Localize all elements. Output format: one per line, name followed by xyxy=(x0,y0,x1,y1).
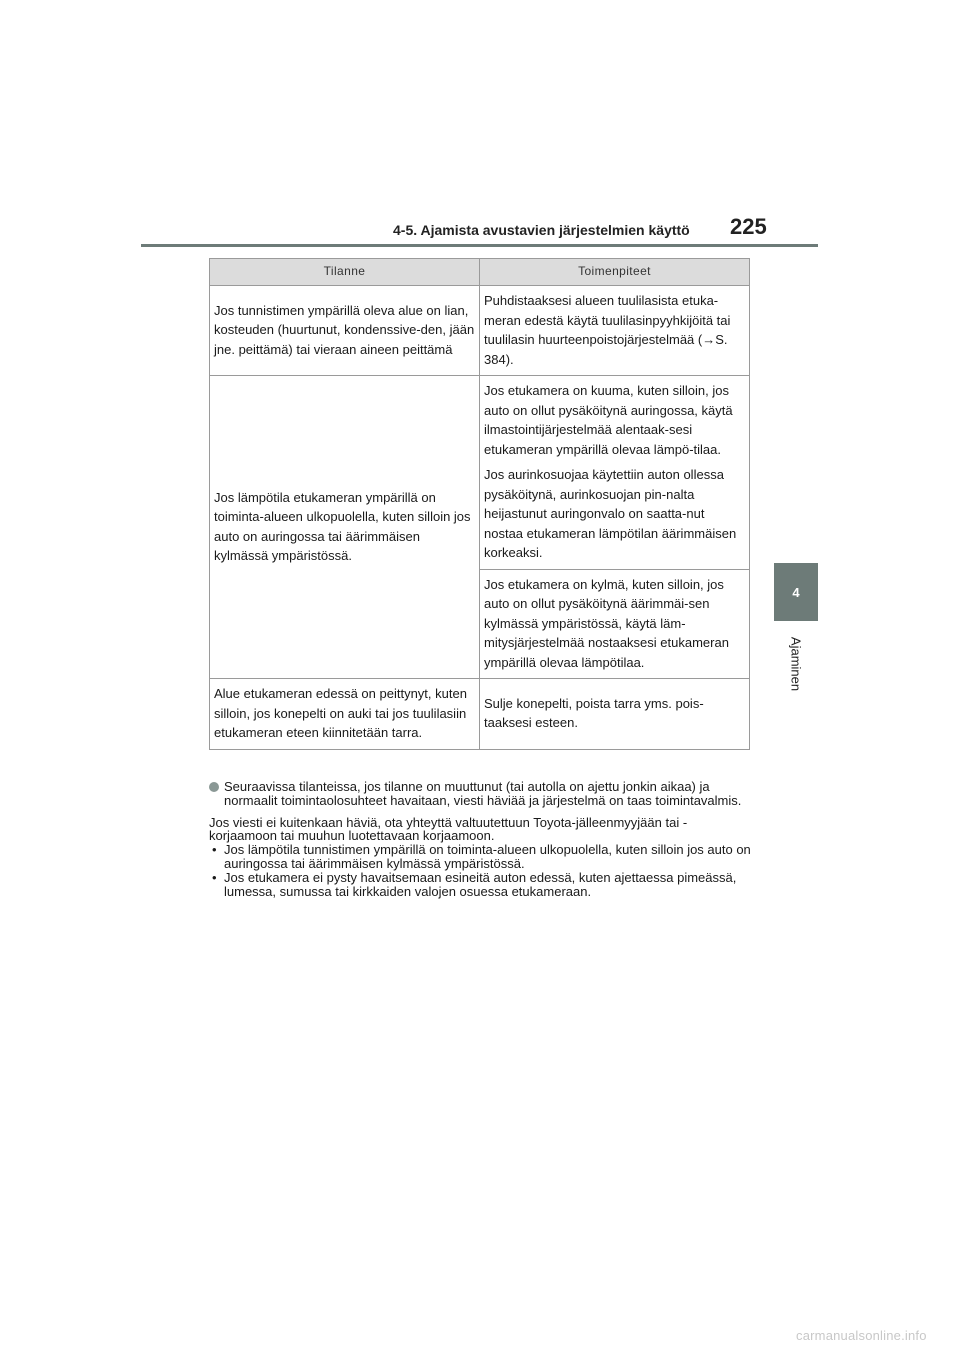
table-row xyxy=(210,679,750,750)
list-item xyxy=(209,871,754,899)
action-paragraph: Jos etukamera on kuuma, kuten silloin, jos auto on ollut pysäköitynä auringossa, käytä ilmastointijärjestelmää alentaak-sesi etukameran ympärillä olevaa lämpö-tilaa. xyxy=(484,383,733,457)
bullet-note xyxy=(209,780,754,808)
table-header-row xyxy=(210,259,750,286)
header-actions: Toimenpiteet xyxy=(480,259,750,286)
situation-cell: Jos tunnistimen ympärillä oleva alue on lian, kosteuden (huurtunut, kondenssive-den, jään jne. peittämä) tai vieraan aineen peittämä xyxy=(210,286,480,376)
situation-cell: Alue etukameran edessä on peittynyt, kuten silloin, jos konepelti on auki tai jos tuulilasiin etukameran eteen kiinnitetään tarra. xyxy=(210,679,480,750)
watermark: carmanualsonline.info xyxy=(796,1328,927,1343)
action-cell: Puhdistaaksesi alueen tuulilasista etuka-meran edestä käytä tuulilasinpyyhkijöitä tai tuulilasin huurteenpoistojärjestelmää (→S. 384). xyxy=(480,286,750,376)
page-number: 225 xyxy=(730,214,767,239)
chapter-number: 4 xyxy=(792,584,800,600)
list-item-text: Jos etukamera ei pysty havaitsemaan esineitä auton edessä, kuten ajettaessa pimeässä, lumessa, sumussa tai kirkkaiden valojen osuessa etukameraan. xyxy=(224,869,737,899)
bullet-text: Seuraavissa tilanteissa, jos tilanne on muuttunut (tai autolla on ajettu jonkin aikaa) ja normaalit toimintaolosuhteet havaitaan, viesti häviää ja järjestelmä on taas toimintavalmis. xyxy=(224,779,742,808)
situation-cell: Jos lämpötila etukameran ympärillä on toiminta-alueen ulkopuolella, kuten silloin jos auto on auringossa tai äärimmäisen kylmässä ympäristössä. xyxy=(210,376,480,679)
header-situation: Tilanne xyxy=(210,259,480,286)
action-paragraph: Jos aurinkosuojaa käytettiin auton ollessa pysäköitynä, aurinkosuojan pin-nalta heijastunut auringonvalo on saatta-nut nostaa etukameran lämpötilan äärimmäisen korkeaksi. xyxy=(484,467,737,560)
action-cell xyxy=(480,376,750,570)
table-row xyxy=(210,286,750,376)
table-row xyxy=(210,376,750,570)
section-title: 4-5. Ajamista avustavien järjestelmien käyttö xyxy=(393,222,690,238)
list-item xyxy=(209,843,754,871)
bullet-mark: • xyxy=(212,842,217,858)
intro-paragraph: Jos viesti ei kuitenkaan häviä, ota yhteyttä valtuutettuun Toyota-jälleenmyyjään tai -korjaamoon tai muuhun luotettavaan korjaamoon. xyxy=(209,814,688,844)
chapter-tab xyxy=(774,563,818,621)
header-rule xyxy=(141,244,818,247)
bullet-dot-icon xyxy=(209,782,219,792)
list-item-text: Jos lämpötila tunnistimen ympärillä on toiminta-alueen ulkopuolella, kuten silloin jos auto on auringossa tai äärimmäisen kylmässä ympäristössä. xyxy=(224,842,751,871)
action-cell: Jos etukamera on kylmä, kuten silloin, jos auto on ollut pysäköitynä äärimmäi-sen kylmässä ympäristössä, käytä läm-mitysjärjestelmää nostaaksesi etukameran ympärillä olevaa lämpötilaa. xyxy=(480,569,750,679)
notes-section xyxy=(209,780,754,898)
chapter-label: Ajaminen xyxy=(788,636,804,692)
bullet-mark: • xyxy=(212,869,217,885)
action-cell: Sulje konepelti, poista tarra yms. pois-taaksesi esteen. xyxy=(480,679,750,750)
troubleshooting-table xyxy=(209,258,750,750)
